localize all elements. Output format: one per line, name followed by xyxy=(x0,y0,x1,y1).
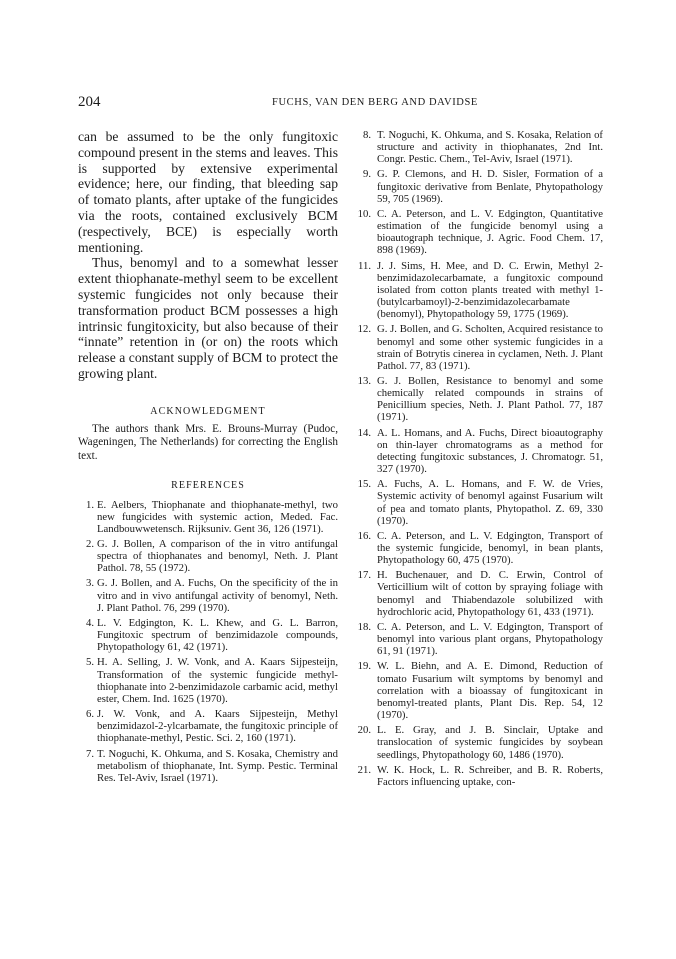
reference-item xyxy=(351,621,603,657)
reference-text: J. J. Sims, H. Mee, and D. C. Erwin, Methyl 2-benzimidazolecarbamate, a fungitoxic compound isolated from cotton plants treated with methyl 1-(butylcarbamoyl)-2-benzimidazolecarbamate (benomyl), Phytopathology 59, 1775 (1969). xyxy=(377,259,603,321)
reference-item xyxy=(78,656,338,705)
acknowledgment-text: The authors thank Mrs. E. Brouns-Murray (Pudoc, Wageningen, The Netherlands) for correcting the English text. xyxy=(78,422,338,462)
reference-item xyxy=(351,129,603,165)
reference-text: G. P. Clemons, and H. D. Sisler, Formation of a fungitoxic derivative from Benlate, Phytopathology 59, 705 (1969). xyxy=(377,168,603,205)
page-number: 204 xyxy=(78,94,101,110)
body-paragraph: can be assumed to be the only fungitoxic compound present in the stems and leaves. This is supported by extensive experimental evidence; here, our finding, that bleeding sap of tomato plants, after uptake of the fungicides via the roots, contained exclusively BCM (respectively, BCE) is especially worth mentioning. xyxy=(78,129,338,255)
reference-number: 2. xyxy=(85,538,94,550)
reference-number: 6. xyxy=(85,708,94,721)
running-head: FUCHS, VAN DEN BERG AND DAVIDSE xyxy=(272,97,478,108)
reference-item xyxy=(351,208,603,257)
reference-number: 11. xyxy=(358,259,371,272)
reference-number: 14. xyxy=(357,426,371,439)
reference-number: 10. xyxy=(357,207,371,220)
reference-number: 5. xyxy=(85,656,94,669)
reference-item xyxy=(351,375,603,424)
references-heading: REFERENCES xyxy=(171,479,245,491)
acknowledgment-heading: ACKNOWLEDGMENT xyxy=(150,405,266,417)
reference-item xyxy=(351,764,603,788)
reference-number: 7. xyxy=(85,747,94,760)
reference-number: 1. xyxy=(85,498,94,511)
reference-number: 3. xyxy=(85,577,94,590)
reference-number: 19. xyxy=(357,660,371,673)
reference-number: 4. xyxy=(85,616,94,629)
reference-item xyxy=(351,168,603,204)
reference-text: E. Aelbers, Thiophanate and thiophanate-methyl, two new fungicides with systemic action, Meded. Fac. Landbouwwetensch. Rijksuniv. Gent 36, 126 (1971). xyxy=(97,498,338,535)
reference-item xyxy=(78,577,338,613)
reference-item xyxy=(351,478,603,527)
reference-text: W. L. Biehn, and A. E. Dimond, Reduction of tomato Fusarium wilt symptoms by benomyl and correlation with a bioassay of fungitoxicant in benomyl-treated plants, Plant Dis. Rep. 54, 12 (1970). xyxy=(377,660,603,722)
reference-item xyxy=(351,260,603,321)
reference-number: 15. xyxy=(357,478,371,491)
reference-text: A. L. Homans, and A. Fuchs, Direct bioautography on thin-layer chromatograms as a method for detecting fungitoxic substances, J. Chromatogr. 51, 327 (1970). xyxy=(377,426,603,476)
reference-item xyxy=(351,569,603,618)
reference-text: L. V. Edgington, K. L. Khew, and G. L. Barron, Fungitoxic spectrum of benzimidazole compounds, Phytopathology 61, 42 (1971). xyxy=(97,616,338,654)
reference-text: G. J. Bollen, and G. Scholten, Acquired resistance to benomyl and some other systemic fungicides in a strain of Botrytis cinerea in cyclamen, Neth. J. Plant Pathol. 77, 83 (1971). xyxy=(377,323,603,372)
reference-text: G. J. Bollen, Resistance to benomyl and some chemically related compounds in strains of Penicillium species, Neth. J. Plant Pathol. 77, 187 (1971). xyxy=(377,374,603,424)
reference-item xyxy=(78,538,338,574)
left-column xyxy=(78,129,338,787)
reference-text: G. J. Bollen, A comparison of the in vitro antifungal spectra of thiophanates and benomyl, Neth. J. Plant Pathol. 78, 55 (1972). xyxy=(97,538,338,575)
body-text xyxy=(78,129,338,382)
reference-item xyxy=(78,748,338,784)
reference-text: L. E. Gray, and J. B. Sinclair, Uptake and translocation of systemic fungicides by soybean seedlings, Phytopathology 60, 1486 (1970). xyxy=(377,724,603,761)
reference-number: 20. xyxy=(357,724,371,737)
page-header xyxy=(0,94,676,114)
reference-number: 16. xyxy=(357,529,371,542)
reference-item xyxy=(351,323,603,372)
reference-item xyxy=(78,617,338,653)
reference-text: T. Noguchi, K. Ohkuma, and S. Kosaka, Chemistry and metabolism of thiophanate, Int. Symp. Pestic. Terminal Res. Tel-Aviv, Israel (1971). xyxy=(97,747,338,784)
reference-number: 12. xyxy=(357,323,371,336)
reference-number: 8. xyxy=(362,129,371,141)
reference-number: 9. xyxy=(362,168,371,181)
reference-list-left xyxy=(78,499,338,784)
reference-number: 17. xyxy=(357,569,371,582)
reference-number: 13. xyxy=(357,374,371,387)
reference-text: T. Noguchi, K. Ohkuma, and S. Kosaka, Relation of structure and activity in thiophanates, 2nd Int. Congr. Pestic. Chem., Tel-Aviv, Israel (1971). xyxy=(377,129,603,166)
right-column xyxy=(351,129,603,791)
reference-item xyxy=(351,427,603,476)
reference-text: A. Fuchs, A. L. Homans, and F. W. de Vries, Systemic activity of benomyl against Fusarium wilt of pea and tomato plants, Phytopathol. Z. 69, 330 (1970). xyxy=(377,478,603,527)
reference-text: G. J. Bollen, and A. Fuchs, On the specificity of the in vitro and in vivo antifungal activity of benomyl, Neth. J. Plant Pathol. 76, 299 (1970). xyxy=(97,577,338,614)
reference-text: H. Buchenauer, and D. C. Erwin, Control of Verticillium wilt of cotton by spraying foliage with benomyl and Thiabendazole solubilized with hydrochloric acid, Phytopathology 61, 433 (1971). xyxy=(377,569,603,618)
reference-number: 18. xyxy=(357,620,371,633)
reference-item xyxy=(351,660,603,721)
reference-item xyxy=(351,724,603,760)
reference-text: C. A. Peterson, and L. V. Edgington, Transport of benomyl into various plant organs, Phytopathology 61, 91 (1971). xyxy=(377,620,603,658)
reference-text: C. A. Peterson, and L. V. Edgington, Quantitative estimation of the fungicide benomyl using a bioautograph technique, J. Agric. Food Chem. 17, 898 (1969). xyxy=(377,207,603,257)
body-paragraph: Thus, benomyl and to a somewhat lesser extent thiophanate-methyl seem to be excellent systemic fungicides not only because their transformation product BCM possesses a high intrinsic fungitoxicity, but also because of their “innate” retention in (or on) the roots which release a constant supply of BCM to protect the growing plant. xyxy=(78,255,338,381)
reference-item xyxy=(78,499,338,535)
reference-number: 21. xyxy=(357,763,371,776)
reference-text: J. W. Vonk, and A. Kaars Sijpesteijn, Methyl benzimidazol-2-ylcarbamate, the fungitoxic principle of thiophanate-methyl, Pestic. Sci. 2, 160 (1971). xyxy=(97,708,338,745)
reference-text: H. A. Selling, J. W. Vonk, and A. Kaars Sijpesteijn, Transformation of the systemic fungicide methyl-thiophanate into 2-benzimidazole carbamic acid, methyl ester, Chem. Ind. 1625 (1970). xyxy=(97,656,338,705)
reference-item xyxy=(78,708,338,744)
reference-text: W. K. Hock, L. R. Schreiber, and B. R. Roberts, Factors influencing uptake, con- xyxy=(377,763,603,788)
reference-item xyxy=(351,530,603,566)
reference-list-right xyxy=(351,129,603,788)
reference-text: C. A. Peterson, and L. V. Edgington, Transport of the systemic fungicide, benomyl, in bean plants, Phytopathology 60, 475 (1970). xyxy=(377,529,603,567)
